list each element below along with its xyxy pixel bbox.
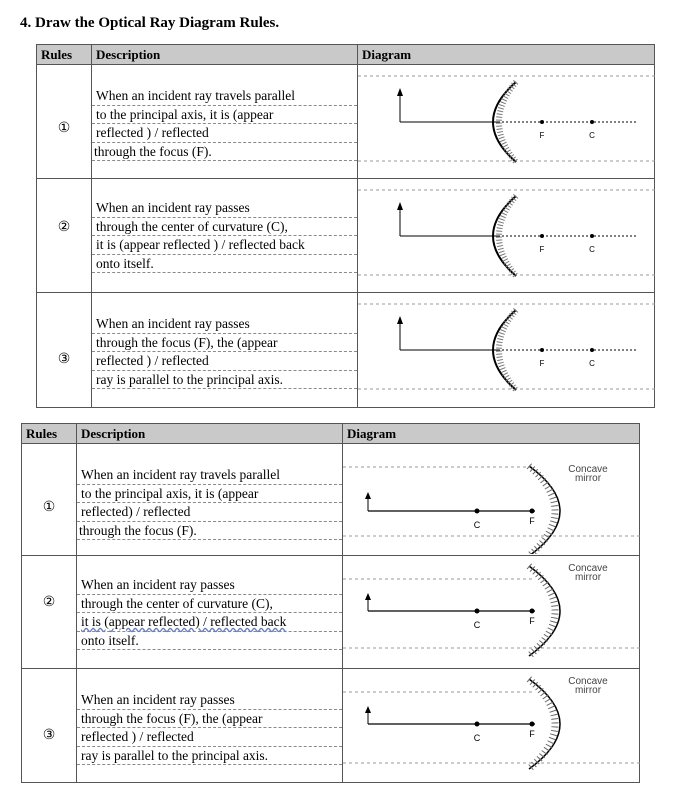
focus-point [530, 722, 535, 727]
focus-label: F [529, 616, 535, 626]
table-row [22, 669, 640, 783]
mirror-diagram [358, 65, 655, 177]
description-line: onto itself. [77, 632, 342, 651]
description-line: through the focus (F), the (appear [92, 334, 357, 353]
mirror-diagram [358, 293, 655, 406]
description-cell [92, 293, 358, 408]
description-cell [77, 444, 343, 556]
mirror-label-line1: Concave [568, 563, 608, 574]
page-title: 4. Draw the Optical Ray Diagram Rules. [20, 15, 280, 31]
mirror-label-line2: mirror [574, 685, 602, 696]
focus-point [540, 234, 544, 238]
rule-number: ① [42, 500, 56, 515]
center-point [590, 120, 594, 124]
description-cell [77, 556, 343, 669]
focus-label: F [539, 359, 545, 368]
center-label: C [473, 733, 481, 743]
rules-table-2 [21, 423, 640, 783]
table-row [37, 179, 655, 293]
focus-point [540, 120, 544, 124]
center-label: C [589, 131, 595, 140]
mirror-diagram [358, 179, 655, 291]
center-label: C [589, 245, 595, 254]
description-line: When an incident ray travels parallel [77, 466, 342, 485]
mirror-diagram [343, 444, 640, 554]
description-line: When an incident ray passes [92, 315, 357, 334]
arrow-head-icon [397, 316, 403, 324]
diagram-cell [358, 179, 655, 293]
description-line: it is (appear reflected ) / reflected back [92, 236, 357, 255]
rule-number-cell [22, 444, 77, 556]
header-diagram: Diagram [358, 45, 655, 65]
center-label: C [589, 359, 595, 368]
description-cell [92, 179, 358, 293]
rule-number: ② [42, 595, 56, 610]
description-line: through the focus (F). [92, 143, 357, 162]
center-point [590, 234, 594, 238]
header-rules: Rules [22, 424, 77, 444]
mirror-label-line2: mirror [574, 572, 602, 583]
rule-number-cell [22, 669, 77, 783]
center-label: C [473, 620, 481, 630]
description-line: through the center of curvature (C), [92, 218, 357, 237]
center-point [475, 509, 480, 514]
focus-label: F [539, 245, 545, 254]
header-description: Description [77, 424, 343, 444]
focus-label: F [529, 729, 535, 739]
focus-label: F [529, 516, 535, 526]
arrow-head-icon [365, 706, 371, 713]
description-line: reflected ) / reflected [92, 352, 357, 371]
table-row [22, 556, 640, 669]
description-line: ray is parallel to the principal axis. [77, 747, 342, 766]
center-point [475, 722, 480, 727]
header-rules: Rules [37, 45, 92, 65]
center-point [590, 348, 594, 352]
description-line: When an incident ray passes [77, 576, 342, 595]
arrow-head-icon [365, 492, 371, 499]
rule-number: ① [57, 121, 71, 136]
description-cell [77, 669, 343, 783]
description-line: When an incident ray passes [92, 199, 357, 218]
arrow-head-icon [365, 593, 371, 600]
diagram-cell [358, 65, 655, 179]
mirror-diagram [343, 556, 640, 667]
table-row [37, 293, 655, 408]
description-line: through the focus (F), the (appear [77, 710, 342, 729]
diagram-cell [358, 293, 655, 408]
diagram-cell [343, 444, 640, 556]
focus-label: F [539, 131, 545, 140]
mirror-label-line1: Concave [568, 464, 608, 475]
rule-number-cell [37, 179, 92, 293]
description-cell [92, 65, 358, 179]
mirror-diagram [343, 669, 640, 781]
focus-point [530, 609, 535, 614]
header-description: Description [92, 45, 358, 65]
table-row [22, 444, 640, 556]
rule-number-cell [37, 65, 92, 179]
table-row [37, 65, 655, 179]
rules-table-1 [36, 44, 655, 408]
description-line: to the principal axis, it is (appear [92, 106, 357, 125]
rule-number: ② [57, 220, 71, 235]
description-line: through the focus (F). [77, 522, 342, 541]
center-point [475, 609, 480, 614]
rule-number: ③ [42, 728, 56, 743]
rule-number-cell [37, 293, 92, 408]
header-diagram: Diagram [343, 424, 640, 444]
mirror-label-line2: mirror [574, 473, 602, 484]
description-line: onto itself. [92, 255, 357, 274]
diagram-cell [343, 556, 640, 669]
focus-point [530, 509, 535, 514]
rule-number-cell [22, 556, 77, 669]
arrow-head-icon [397, 88, 403, 96]
rule-number: ③ [57, 352, 71, 367]
description-line: reflected ) / reflected [92, 124, 357, 143]
arrow-head-icon [397, 202, 403, 210]
description-line: through the center of curvature (C), [77, 595, 342, 614]
table-header-row [37, 45, 655, 65]
focus-point [540, 348, 544, 352]
description-line: it is (appear reflected) / reflected back [77, 613, 342, 632]
description-line: reflected ) / reflected [77, 728, 342, 747]
mirror-label-line1: Concave [568, 676, 608, 687]
table-header-row [22, 424, 640, 444]
description-line: reflected) / reflected [77, 503, 342, 522]
description-line: to the principal axis, it is (appear [77, 485, 342, 504]
diagram-cell [343, 669, 640, 783]
description-line: When an incident ray passes [77, 691, 342, 710]
description-line: ray is parallel to the principal axis. [92, 371, 357, 390]
description-line: When an incident ray travels parallel [92, 87, 357, 106]
center-label: C [473, 520, 481, 530]
